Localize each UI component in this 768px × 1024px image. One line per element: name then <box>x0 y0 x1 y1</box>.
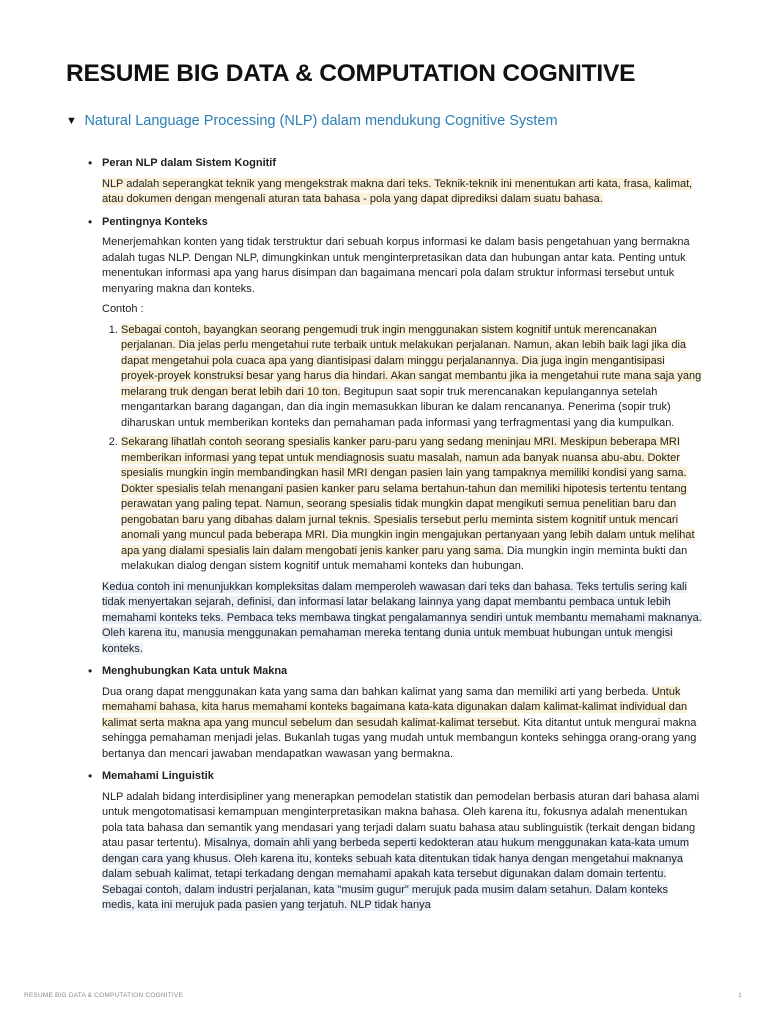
section-heading: • Peran NLP dalam Sistem Kognitif <box>102 157 277 169</box>
highlighted-text: Misalnya, domain ahli yang berbeda seperti kedokteran atau hukum menggunakan kata-kata umum dengan cara yang khusus. Oleh karena itu, konteks sebuah kata ditentukan tidak hanya dengan mengetahui maknanya dalam sebuah kalimat, tetapi terkadang dengan memahami apakah kata tersebut digunakan dalam domain tertentu. Sebagai contoh, dalam industri perjalanan, kata "musim gugur" merujuk pada musim dalam setahun. Dalam konteks medis, kata ini merujuk pada pasien yang terjatuh. NLP tidak hanya <box>102 837 690 911</box>
example-label: Contoh : <box>102 303 144 315</box>
plain-text: Kita ditantut untuk mengurai makna sehingga pemahaman menjadi jelas. Bukanlah tugas yang mudah untuk membangun konteks sehingga orang-orang yang bertanya dan mencari jawaban mendapatkan wawasan yang bermakna. <box>102 716 697 760</box>
toggle-heading: Natural Language Processing (NLP) dalam mendukung Cognitive System <box>84 113 558 129</box>
section-pentingnya-konteks <box>86 215 702 658</box>
section-menghubungkan-kata <box>86 664 702 762</box>
paragraph: Menerjemahkan konten yang tidak terstruktur dari sebuah korpus informasi ke dalam basis pengetahuan yang bermakna adalah tugas NLP. Dengan NLP, dimungkinkan untuk menginterpretasikan data dan hubungan antar kata. Penting untuk menentukan informasi apa yang harus disimpan dan bagaimana mencari pola dalam struktur informasi tersebut untuk menyaring makna dan konteks. <box>102 236 690 295</box>
highlighted-text: Kedua contoh ini menunjukkan kompleksitas dalam memperoleh wawasan dari teks dan bahasa. Teks tertulis sering kali tidak menyertakan sejarah, definisi, dan informasi latar belakang lainnya yang dapat membantu pembaca untuk lebih memahami konteks teks. Pembaca teks membawa tingkat pengalamannya sendiri untuk membantu memahami maknanya. Oleh karena itu, manusia menggunakan pemahaman mereka tentang dunia untuk membuat hubungan untuk mengisi konteks. <box>102 580 702 655</box>
paragraph <box>102 177 702 208</box>
example-item <box>121 435 702 575</box>
toggle-content <box>86 156 702 921</box>
section-peran-nlp <box>86 156 702 208</box>
section-list <box>86 156 702 914</box>
paragraph <box>102 580 702 658</box>
paragraph <box>102 685 702 763</box>
example-list <box>102 323 702 575</box>
plain-text: NLP adalah bidang interdisipliner yang menerapkan pemodelan statistik dan pemodelan berbasis aturan dari bahasa alami untuk mengotomatisasi kemampuan menginterpretasikan makna bahasa. Oleh karena itu, fokusnya adalah menentukan pola tata bahasa dan semantik yang mendasari yang terjadi dalam suatu bahasa atau sublinguistik (terkait dengan bidang atau pasar tertentu). <box>102 790 700 849</box>
plain-text: Begitupun saat sopir truk merencanakan kepulangannya setelah mengantarkan barang dagangan, dan dia ingin memasukkan liburan ke dalam rencananya. Penerima (sopir truk) diharuskan untuk memberikan konteks dan pemahaman pada informasi yang terfragmentasi yang dia kumpulkan. <box>121 385 675 429</box>
footer-title: RESUME BIG DATA & COMPUTATION COGNITIVE <box>24 992 183 999</box>
toggle-block[interactable] <box>66 112 558 130</box>
example-item <box>121 323 702 432</box>
highlighted-text: Sekarang lihatlah contoh seorang spesialis kanker paru-paru yang sedang meninjau MRI. Meskipun beberapa MRI memberikan informasi yang tepat untuk mendiagnosis suatu masalah, namun ada banyak nuansa abu-abu. Dokter spesialis mungkin ingin membandingkan hasil MRI dengan pasien lain yang tampaknya memiliki kondisi yang sama. Dokter spesialis telah menangani pasien kanker paru selama bertahun-tahun dan memiliki hipotesis tertentu tentang perawatan yang paling tepat. Namun, seorang spesialis tidak mungkin dapat mengikuti semua penelitian baru dan pengobatan baru yang dibahas dalam jurnal teknis. Spesialis tersebut perlu meminta sistem kognitif untuk mencari anomali yang muncul pada beberapa MRI. Dia mungkin ingin mengajukan pertanyaan yang lebih dalam untuk melihat apa yang dialami spesialis lain dalam mengobati jenis kanker paru yang sama. <box>121 436 695 557</box>
section-heading: • Menghubungkan Kata untuk Makna <box>102 665 288 677</box>
document-title: RESUME BIG DATA & COMPUTATION COGNITIVE <box>66 60 636 87</box>
page-number: 1 <box>738 992 742 999</box>
paragraph <box>102 790 702 914</box>
highlighted-text: Sebagai contoh, bayangkan seorang pengemudi truk ingin menggunakan sistem kognitif untuk merencanakan perjalanan. Dia jelas perlu mengetahui rute terbaik untuk melakukan perjalanan. Namun, akan lebih baik lagi jika dia dapat mengetahui pola cuaca apa yang diantisipasi dalam minggu perjalanannya. Dia juga ingin mengantisipasi proyek-proyek konstruksi besar yang harus dia hindari. Akan sangat membantu jika ia mengetahui rute mana saja yang melarang truk dengan berat lebih dari 10 ton. <box>121 323 702 398</box>
toggle-triangle-icon[interactable]: ▼ <box>66 115 77 127</box>
plain-text: Dua orang dapat menggunakan kata yang sama dan bahkan kalimat yang sama dan memiliki arti yang berbeda. <box>102 685 652 698</box>
highlighted-text: Untuk memahami bahasa, kita harus memahami konteks bagaimana kata-kata digunakan dalam kalimat-kalimat individual dan kalimat serta makna apa yang muncul sebelum dan sesudah kalimat-kalimat tersebut. <box>102 685 688 729</box>
section-memahami-linguistik <box>86 769 702 914</box>
section-heading: • Memahami Linguistik <box>102 770 214 782</box>
highlighted-text: NLP adalah seperangkat teknik yang mengekstrak makna dari teks. Teknik-teknik ini menentukan arti kata, frasa, kalimat, atau dokumen dengan mengenali aturan tata bahasa - pola yang dapat diprediksi dalam suatu bahasa. <box>102 177 693 205</box>
section-heading: • Pentingnya Konteks <box>102 215 208 228</box>
plain-text: Dia mungkin ingin meminta bukti dan melakukan dialog dengan sistem kognitif untuk memahami konteks dan hubungan. <box>121 544 688 572</box>
